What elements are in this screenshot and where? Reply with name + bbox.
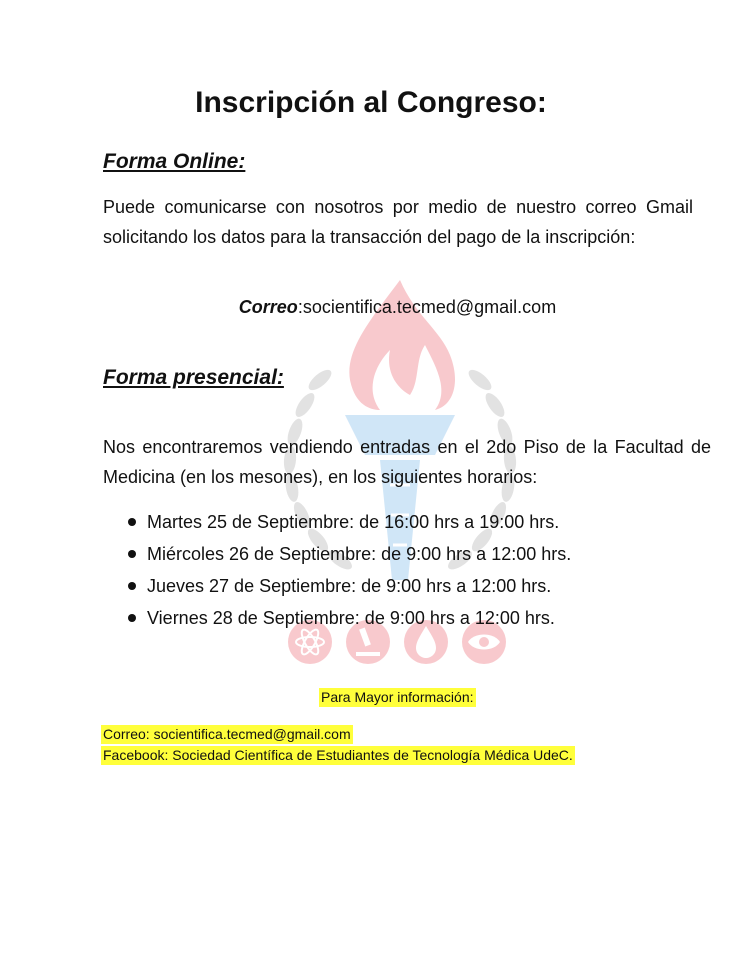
list-item [128, 538, 571, 570]
list-item [128, 570, 571, 602]
online-instructions: Puede comunicarse con nosotros por medio de nuestro correo Gmail solicitando los datos para la transacción del pago de la inscripción: [103, 197, 693, 247]
online-email-line [0, 297, 742, 318]
bullet-icon [128, 582, 136, 590]
page-title: Inscripción al Congreso: [195, 86, 547, 119]
schedule-item-text: Miércoles 26 de Septiembre: de 9:00 hrs a 12:00 hrs. [147, 544, 572, 564]
bullet-icon [128, 550, 136, 558]
email-separator: : [297, 297, 303, 317]
bullet-icon [128, 518, 136, 526]
schedule-item-text: Martes 25 de Septiembre: de 16:00 hrs a 19:00 hrs. [147, 512, 560, 532]
presencial-heading: Forma presencial: [103, 366, 284, 389]
list-item [128, 506, 571, 538]
bullet-icon [128, 614, 136, 622]
schedule-item-text: Viernes 28 de Septiembre: de 9:00 hrs a 12:00 hrs. [147, 608, 555, 628]
more-info-label: Para Mayor información: [321, 689, 474, 705]
contact-email-line[interactable]: Correo: socientifica.tecmed@gmail.com [103, 726, 351, 742]
presencial-instructions: Nos encontraremos vendiendo entradas en el 2do Piso de la Facultad de Medicina (en los mesones), en los siguientes horarios: [103, 437, 711, 487]
online-heading: Forma Online: [103, 150, 246, 173]
schedule-list [128, 506, 571, 634]
schedule-item-text: Jueves 27 de Septiembre: de 9:00 hrs a 12:00 hrs. [147, 576, 552, 596]
contact-facebook-line[interactable]: Facebook: Sociedad Científica de Estudiantes de Tecnología Médica UdeC. [103, 747, 573, 763]
email-address[interactable]: socientifica.tecmed@gmail.com [302, 297, 557, 317]
email-label: Correo [238, 297, 298, 317]
list-item [128, 602, 571, 634]
